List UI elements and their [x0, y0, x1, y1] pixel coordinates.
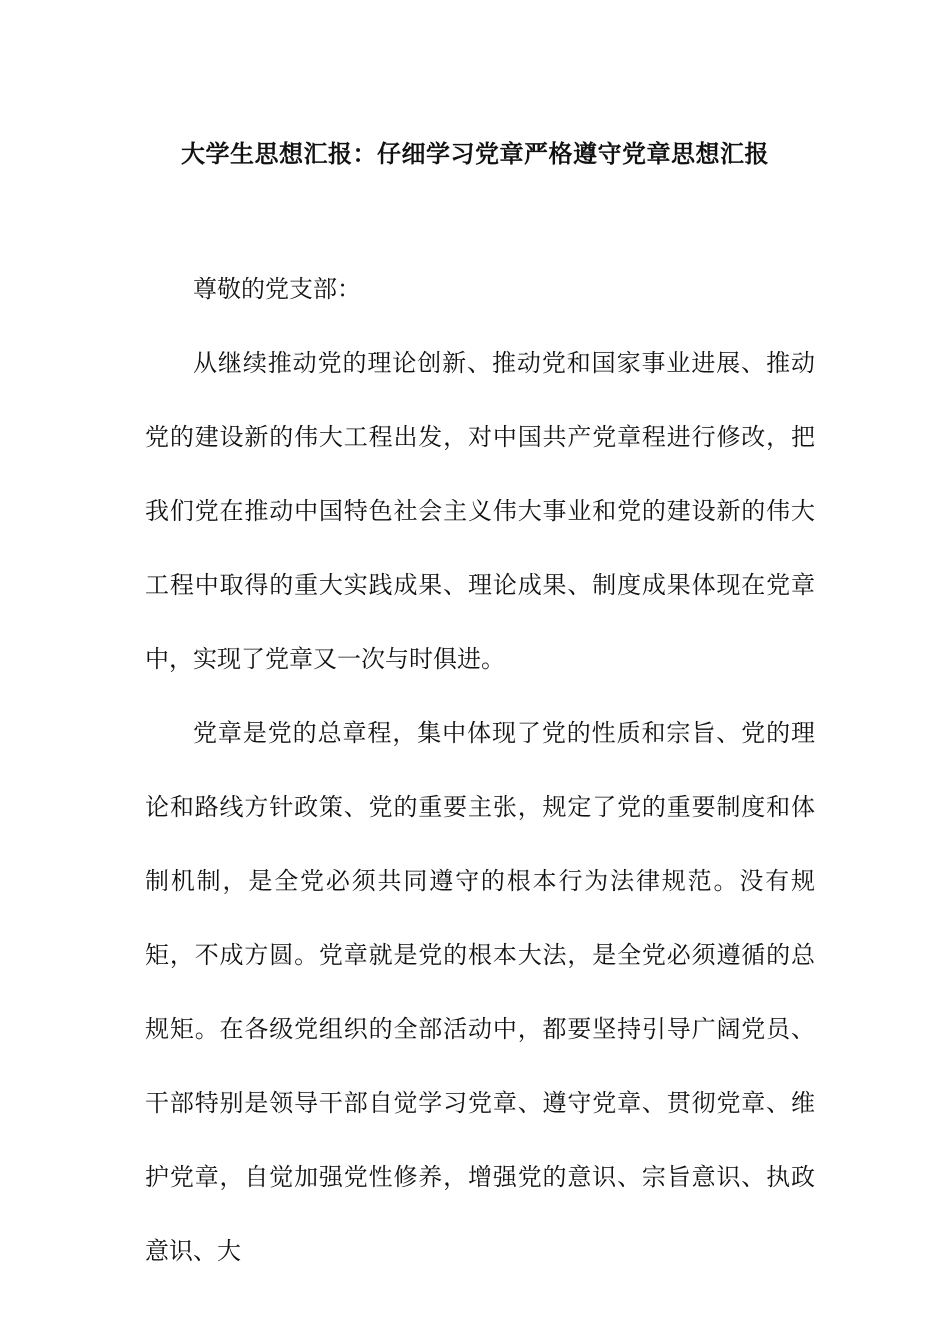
paragraph-2: 党章是党的总章程，集中体现了党的性质和宗旨、党的理论和路线方针政策、党的重要主张，规定了党的重要制度和体制机制，是全党必须共同遵守的根本行为法律规范。没有规矩，不成方圆。党章就是党的根本大法，是全党必须遵循的总规矩。在各级党组织的全部活动中，都要坚持引导广阔党员、干部特别是领导干部自觉学习党章、遵守党章、贯彻党章、维护党章，自觉加强党性修养，增强党的意识、宗旨意识、执政意识、大: [145, 719, 815, 1265]
salutation: 尊敬的党支部：: [193, 275, 361, 303]
document-title: 大学生思想汇报：仔细学习党章严格遵守党章思想汇报: [181, 139, 769, 168]
paragraph-1: 从继续推动党的理论创新、推动党和国家事业进展、推动党的建设新的伟大工程出发，对中国共产党章程进行修改，把我们党在推动中国特色社会主义伟大事业和党的建设新的伟大工程中取得的重大实践成果、理论成果、制度成果体现在党章中，实现了党章又一次与时俱进。: [145, 349, 815, 673]
document-body: [145, 252, 815, 1288]
